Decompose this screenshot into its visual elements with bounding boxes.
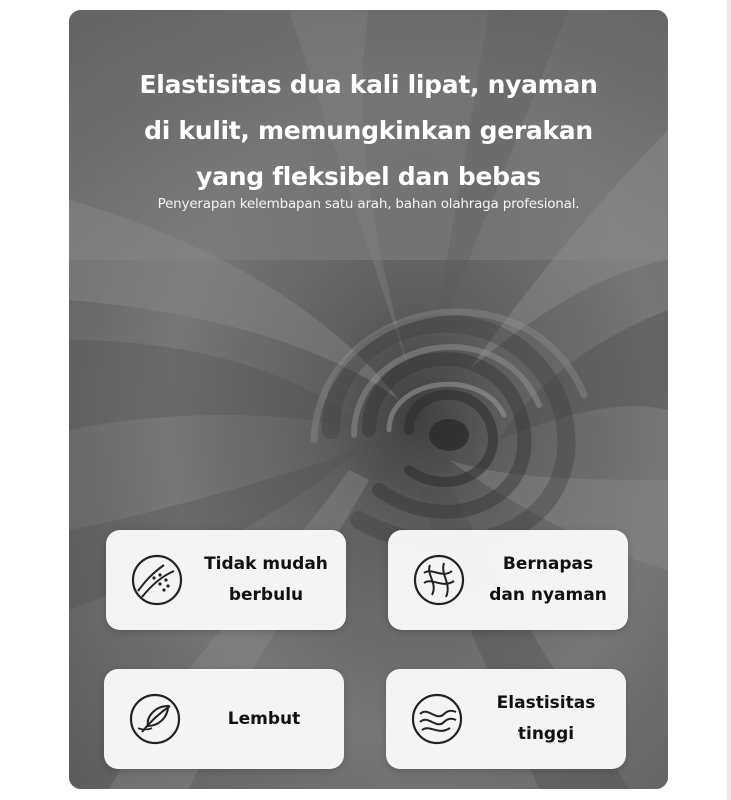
soft-feather-icon [128,692,182,746]
feature-card-elastic [386,669,626,769]
headline-line-1: Elastisitas dua kali lipat, nyaman [139,70,598,99]
scrollbar-track[interactable] [727,0,731,800]
banner-subline: Penyerapan kelembapan satu arah, bahan olahraga profesional. [157,196,580,212]
breathable-fabric-icon [412,553,466,607]
feature-label: Tidak mudah berbulu [204,554,328,605]
feature-label: Lembut [227,708,301,729]
feature-label: Elastisitas tinggi [496,693,596,744]
stretch-fabric-icon [410,692,464,746]
banner-headline [69,62,668,200]
feature-card-anti-pilling [106,530,346,630]
feature-banner [69,10,668,789]
feature-label: Bernapas dan nyaman [489,554,607,605]
pill-resistant-fabric-icon [130,553,184,607]
feature-card-breathable [388,530,628,630]
headline-line-3: yang fleksibel dan bebas [196,162,541,191]
feature-card-soft [104,669,344,769]
headline-line-2: di kulit, memungkinkan gerakan [144,116,593,145]
